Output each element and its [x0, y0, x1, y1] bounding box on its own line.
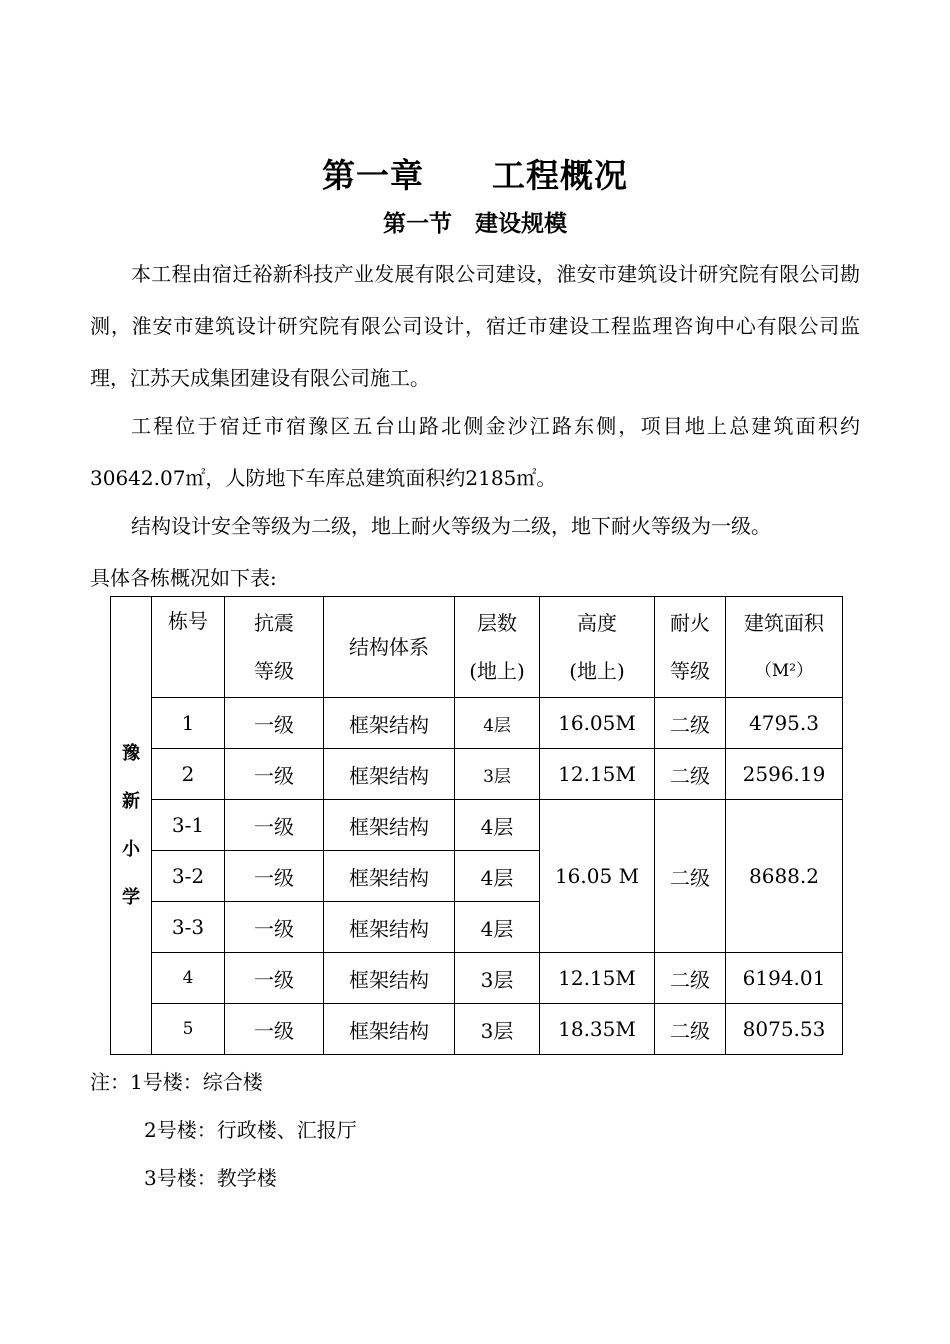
cell-area: 4795.3: [726, 698, 843, 749]
cell-seismic: 一级: [225, 749, 324, 800]
buildings-table: [110, 596, 843, 1055]
table-header-row: [111, 597, 843, 698]
paragraph-grades: [90, 500, 860, 604]
cell-floors: 4层: [455, 698, 540, 749]
cell-height: 12.15M: [540, 953, 655, 1004]
chapter-title: 第一章 工程概况: [322, 156, 628, 195]
cell-height: 16.05M: [540, 698, 655, 749]
cell-floors: 4层: [455, 902, 540, 953]
cell-floors: 3层: [455, 953, 540, 1004]
cell-structure: 框架结构: [324, 902, 455, 953]
cell-floors: 3层: [455, 1004, 540, 1055]
cell-area: 6194.01: [726, 953, 843, 1004]
cell-seismic: 一级: [225, 851, 324, 902]
cell-structure: 框架结构: [324, 698, 455, 749]
cell-no: 5: [152, 1004, 225, 1055]
cell-fire: 二级: [655, 953, 726, 1004]
notes-block: [90, 1058, 357, 1202]
cell-height: 12.15M: [540, 749, 655, 800]
cell-area: 2596.19: [726, 749, 843, 800]
table-row: [111, 1004, 843, 1055]
cell-area-merged: 8688.2: [726, 800, 843, 953]
paragraph-fire-grades: 结构设计安全等级为二级，地上耐火等级为二级，地下耐火等级为一级。: [131, 514, 771, 538]
cell-structure: 框架结构: [324, 1004, 455, 1055]
buildings-table-wrapper: [110, 596, 843, 1055]
header-building-no: 栋号: [152, 597, 225, 698]
cell-no: 3-2: [152, 851, 225, 902]
cell-fire-merged: 二级: [655, 800, 726, 953]
group-label-char: 新: [122, 790, 140, 812]
group-label-char: 学: [122, 886, 140, 908]
header-seismic: 抗震 等级: [225, 597, 324, 698]
cell-structure: 框架结构: [324, 749, 455, 800]
cell-area: 8075.53: [726, 1004, 843, 1055]
group-label-char: 豫: [122, 742, 140, 764]
cell-no: 1: [152, 698, 225, 749]
cell-fire: 二级: [655, 1004, 726, 1055]
table-row: [111, 749, 843, 800]
header-height: 高度 (地上): [540, 597, 655, 698]
paragraph-location-area: 工程位于宿迁市宿豫区五台山路北侧金沙江路东侧，项目地上总建筑面积约30642.07㎡，人防地下车库总建筑面积约2185㎡。: [90, 414, 860, 490]
cell-floors: 4层: [455, 851, 540, 902]
table-row: [111, 953, 843, 1004]
paragraph-construction-parties: 本工程由宿迁裕新科技产业发展有限公司建设，淮安市建筑设计研究院有限公司勘测，淮安市建筑设计研究院有限公司设计，宿迁市建设工程监理咨询中心有限公司监理，江苏天成集团建设有限公司施工。: [90, 262, 860, 390]
header-structure: 结构体系: [324, 597, 455, 698]
cell-fire: 二级: [655, 698, 726, 749]
table-row: [111, 698, 843, 749]
cell-no: 4: [152, 953, 225, 1004]
group-label-char: 小: [122, 838, 140, 860]
cell-floors: 3层: [455, 749, 540, 800]
cell-floors: 4层: [455, 800, 540, 851]
cell-structure: 框架结构: [324, 851, 455, 902]
header-fire-grade: 耐火 等级: [655, 597, 726, 698]
header-area: 建筑面积 （M²）: [726, 597, 843, 698]
cell-structure: 框架结构: [324, 800, 455, 851]
cell-fire: 二级: [655, 749, 726, 800]
cell-height: 18.35M: [540, 1004, 655, 1055]
table-row: [111, 800, 843, 851]
cell-seismic: 一级: [225, 800, 324, 851]
note-building-1: 注：1号楼：综合楼: [90, 1070, 263, 1094]
group-label-cell: [111, 597, 152, 1055]
note-building-2: 2号楼：行政楼、汇报厅: [144, 1118, 357, 1142]
paragraph-table-intro: 具体各栋概况如下表:: [90, 566, 277, 590]
note-building-3: 3号楼：教学楼: [144, 1166, 277, 1190]
cell-height-merged: 16.05 M: [540, 800, 655, 953]
cell-no: 3-3: [152, 902, 225, 953]
cell-seismic: 一级: [225, 1004, 324, 1055]
cell-seismic: 一级: [225, 902, 324, 953]
cell-seismic: 一级: [225, 953, 324, 1004]
cell-no: 2: [152, 749, 225, 800]
cell-no: 3-1: [152, 800, 225, 851]
cell-seismic: 一级: [225, 698, 324, 749]
section-title: 第一节 建设规模: [383, 211, 567, 237]
cell-structure: 框架结构: [324, 953, 455, 1004]
header-floors: 层数 (地上): [455, 597, 540, 698]
